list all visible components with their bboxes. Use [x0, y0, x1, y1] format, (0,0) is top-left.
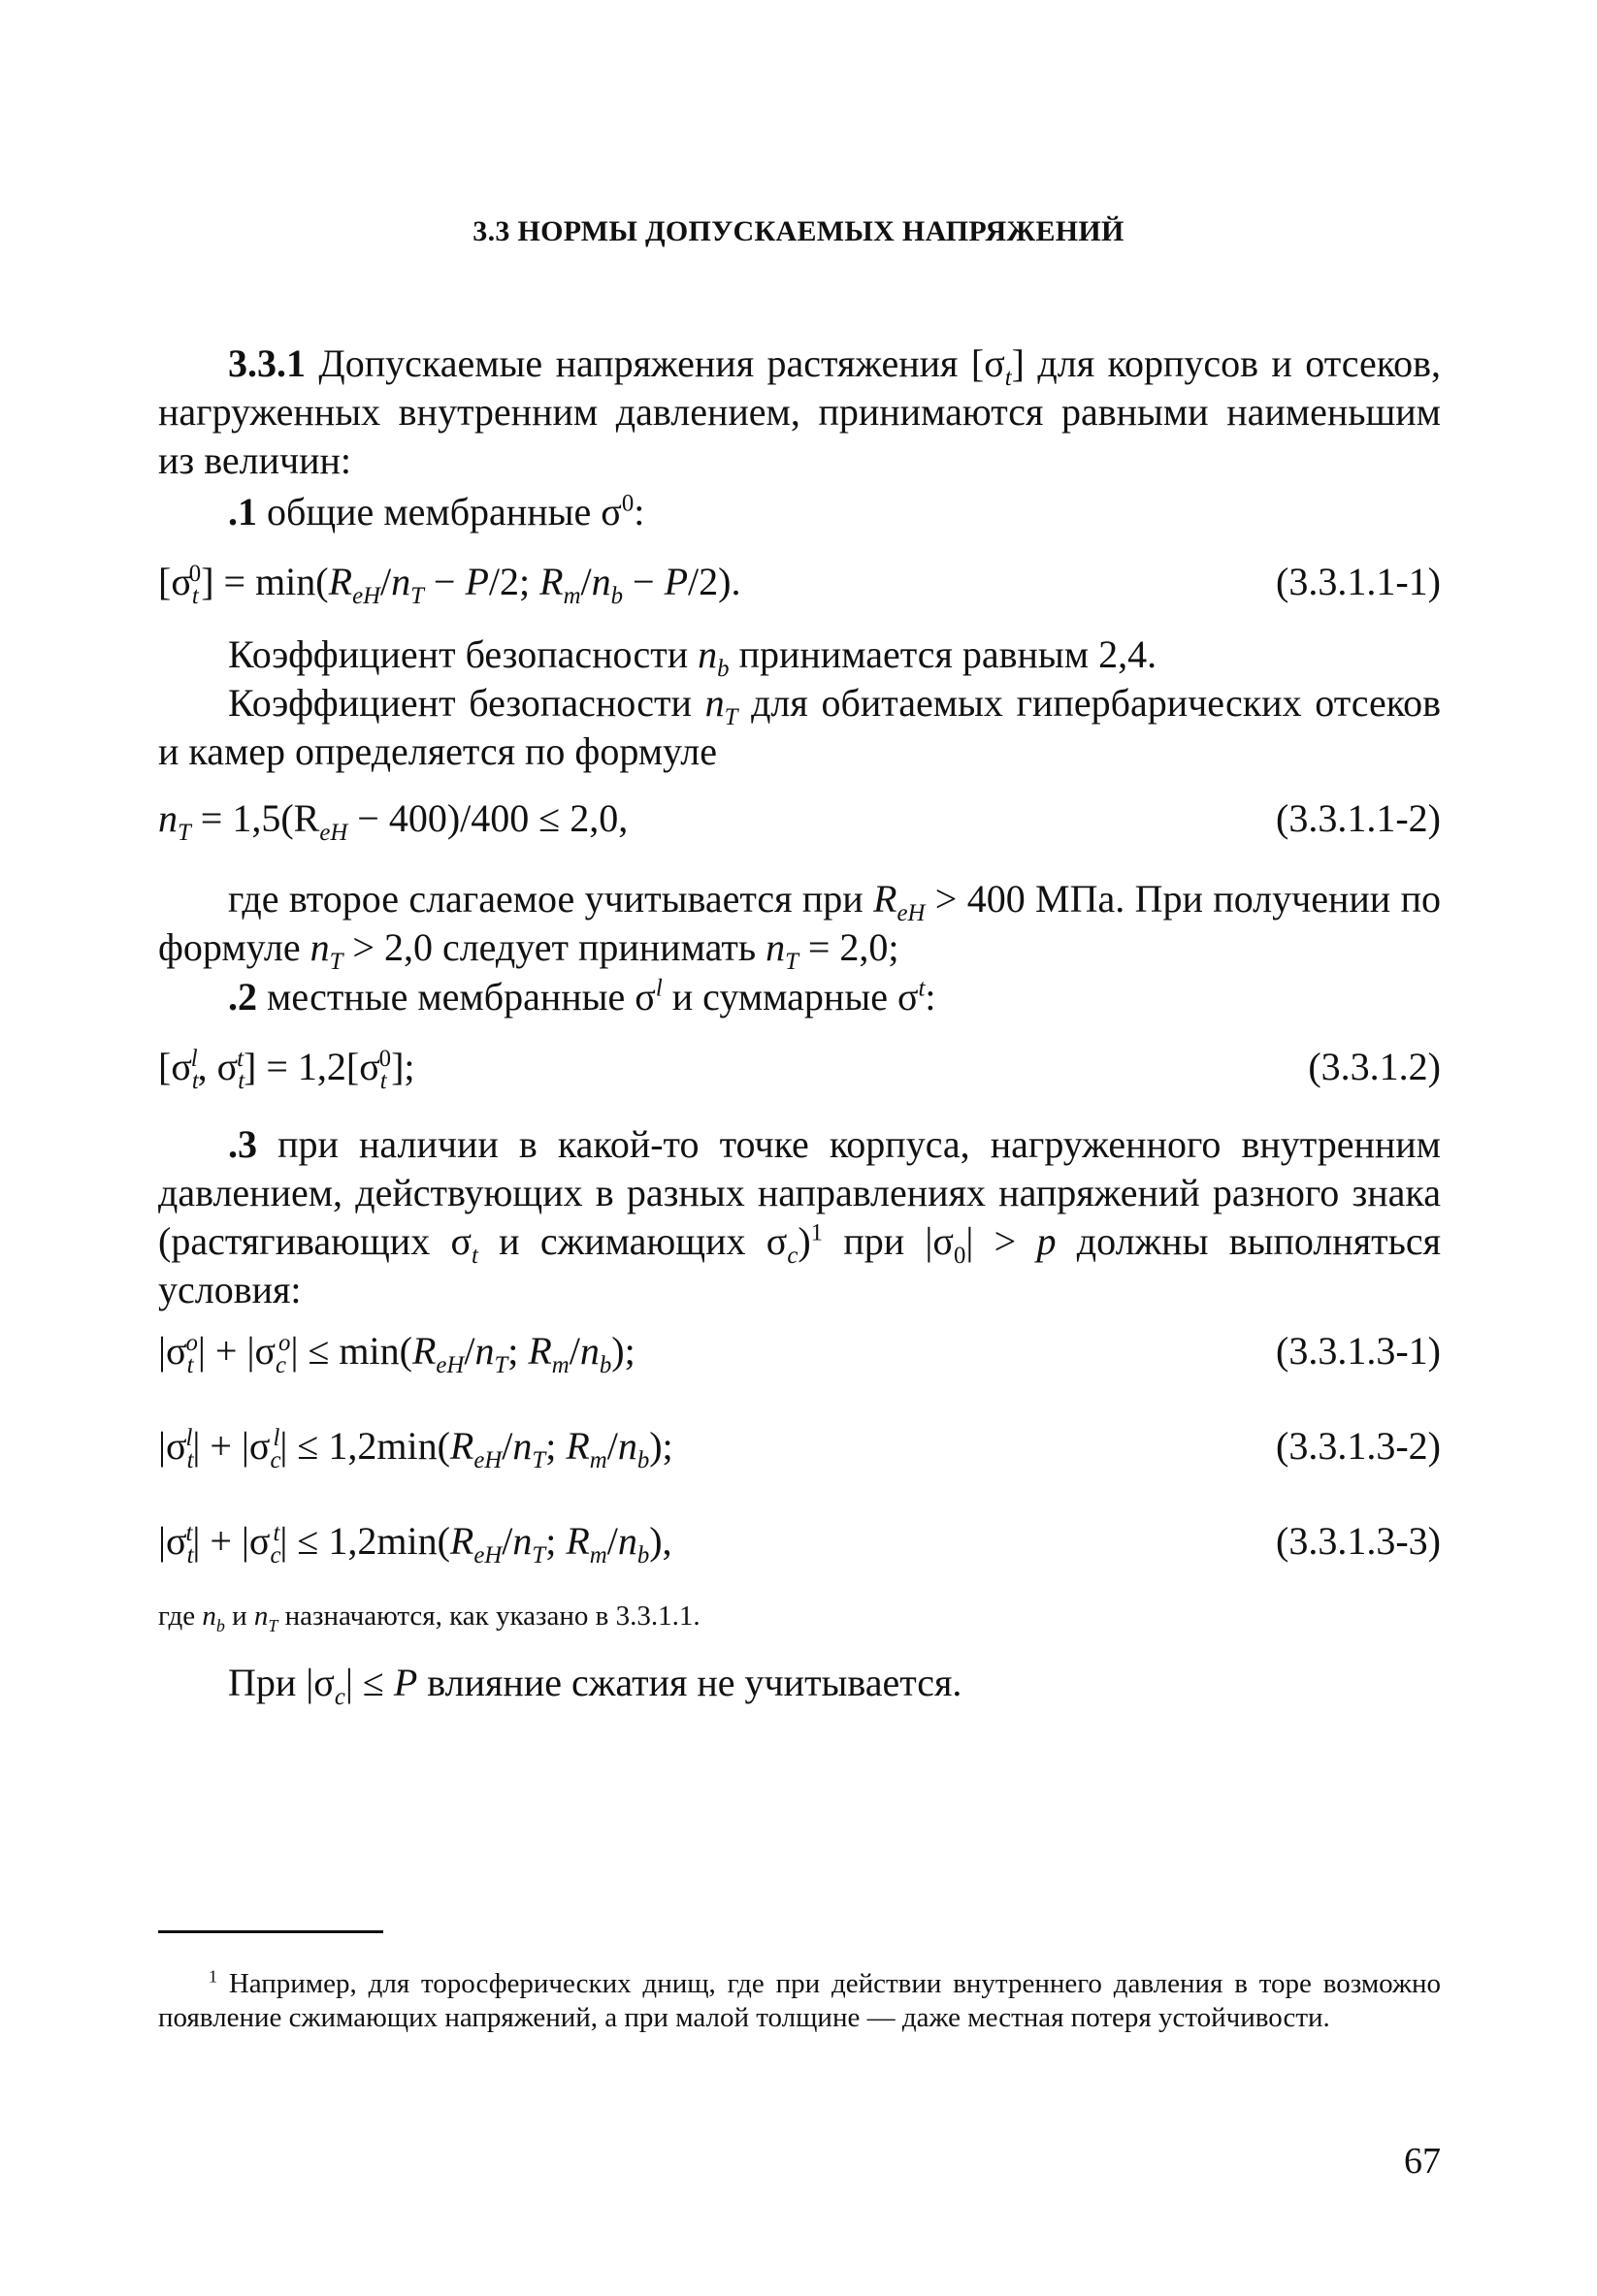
equation-label: (3.3.1.1-2): [1276, 796, 1441, 840]
formula: $n_T = 1,5(R_{eH} - 400)/400 \le 2,0$,: [158, 796, 629, 846]
formula: $|\sigma_t^t| + |\sigma_c^t| \le 1,2\min(R_{eH}/n_T$; $R_m/n_b$),: [158, 1519, 672, 1568]
equation-3-3-1-3-3: [158, 1514, 1441, 1568]
equation-label: (3.3.1.2): [1308, 1045, 1441, 1088]
equation-3-3-1-3-2: [158, 1419, 1441, 1473]
footnote: $^1$ Например, для торосферических днищ, где при действии внутреннего давления в торе возможно появление сжимающих напряжений, а при малой толщине — даже местная потеря устойчивости.: [158, 1966, 1441, 2033]
footnote-separator: [158, 1930, 383, 1933]
note: где $n_b$ и $n_T$ назначаются, как указано в 3.3.1.1.: [158, 1601, 701, 1635]
formula: [$\sigma_t^l$, $\sigma_t^t] = 1,2[\sigma_t^0]$;: [158, 1045, 415, 1094]
equation-3-3-1-3-1: [158, 1324, 1441, 1378]
equation-label: (3.3.1.3-3): [1276, 1519, 1441, 1563]
item-2: .2 местные мембранные $\sigma^l$ и суммарные $\sigma^t$:: [228, 975, 936, 1019]
item-3: .3 при наличии в какой-то точке корпуса, нагруженного внутренним давлением, действующих в разных направлениях напряжений разного знака (растягивающих $\sigma_t$ и сжимающих $\sigma_c)^1$ при $|\sigma_0| > p$ должны выполняться условия:: [158, 1122, 1441, 1311]
equation-label: (3.3.1.3-2): [1276, 1424, 1441, 1468]
equation-label: (3.3.1.1-1): [1276, 560, 1441, 603]
item-1: .1 общие мембранные $\sigma^0$:: [228, 490, 645, 534]
clause-number: 3.3.1: [228, 341, 306, 385]
paragraph-nt: Коэффициент безопасности $n_T$ для обитаемых гипербарических отсеков и камер определяется по формуле: [158, 681, 1441, 773]
page-number: 67: [1404, 2141, 1441, 2182]
formula: $|\sigma_t^o| + |\sigma_c^o| \le \min(R_{eH}/n_T$; $R_m/n_b$);: [158, 1329, 636, 1378]
section-title: 3.3 НОРМЫ ДОПУСКАЕМЫХ НАПРЯЖЕНИЙ: [473, 215, 1124, 247]
equation-3-3-1-1-1: [158, 555, 1441, 609]
formula: $[\sigma_t^0] = \min(R_{eH}/n_T - P/2$; $R_m/n_b - P/2$).: [158, 560, 741, 609]
paragraph-3-3-1: 3.3.1 Допускаемые напряжения растяжения $[\sigma_t]$ для корпусов и отсеков, нагруженных внутренним давлением, принимаются равными наименьшим из величин:: [158, 341, 1441, 482]
equation-3-3-1-1-2: [158, 792, 1441, 846]
paragraph-where: где второе слагаемое учитывается при $R_{eH} > 400$ МПа. При получении по формуле $n_T > 2,0$ следует принимать $n_T = 2,0$;: [158, 877, 1441, 975]
footnote-mark: 1: [810, 1219, 824, 1246]
equation-label: (3.3.1.3-1): [1276, 1329, 1441, 1373]
formula: $|\sigma_t^l| + |\sigma_c^l| \le 1,2\min(R_{eH}/n_T$; $R_m/n_b$);: [158, 1424, 673, 1473]
equation-3-3-1-2: [158, 1040, 1441, 1094]
paragraph-compression: При $|\sigma_c| \le P$ влияние сжатия не учитывается.: [228, 1661, 962, 1710]
paragraph-nb: Коэффициент безопасности $n_b$ принимается равным 2,4.: [228, 632, 1157, 682]
